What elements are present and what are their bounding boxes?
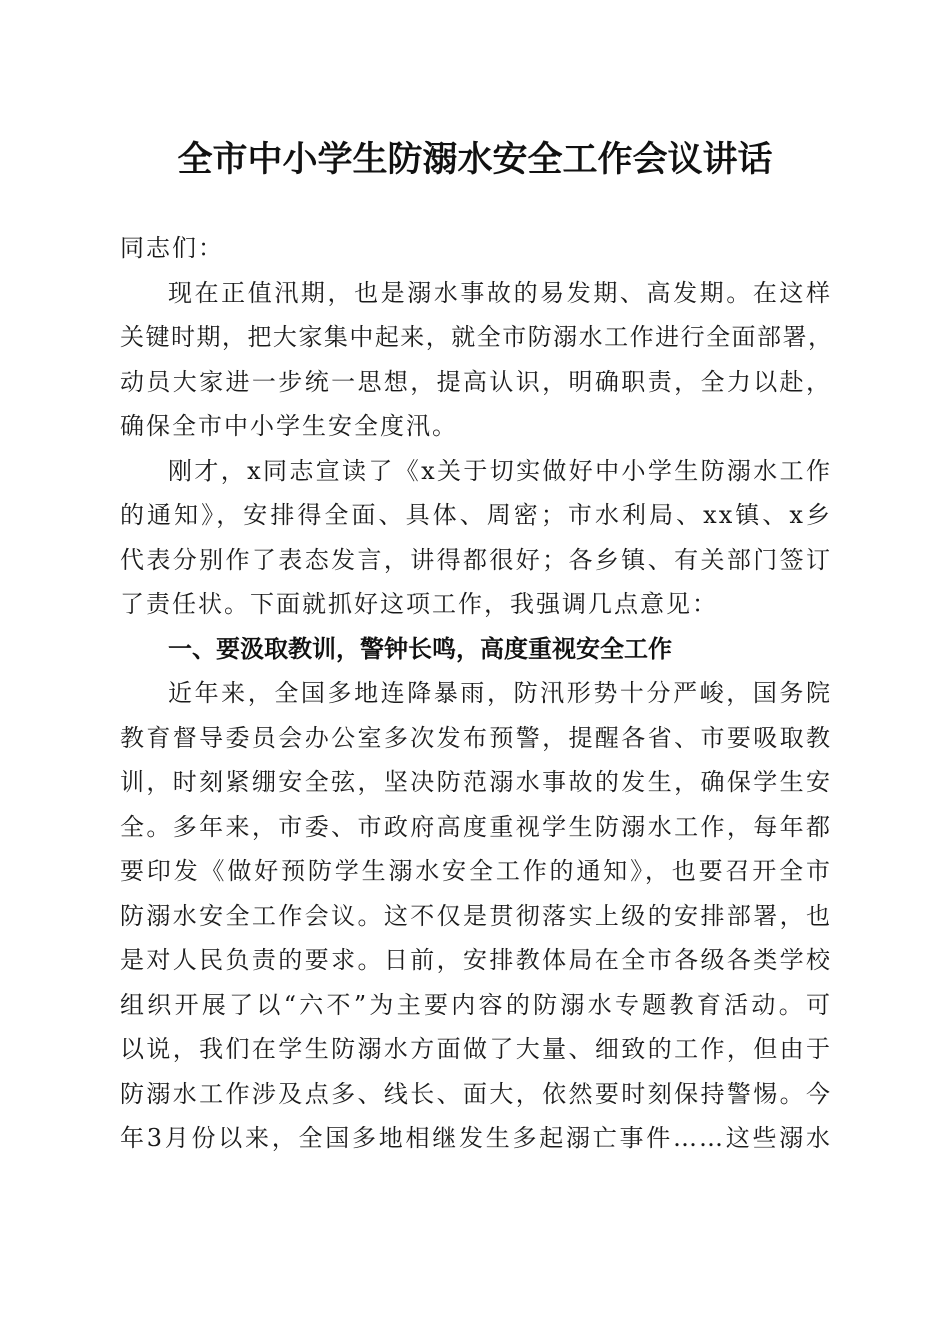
paragraph-3-line: 要印发《做好预防学生溺水安全工作的通知》，也要召开全市	[120, 857, 832, 885]
paragraph-3-line: 是对人民负责的要求。日前，安排教体局在全市各级各类学校	[120, 946, 832, 974]
paragraph-2-line: 的通知》，安排得全面、具体、周密；市水利局、xx镇、x乡	[120, 501, 832, 529]
paragraph-1-line: 现在正值汛期，也是溺水事故的易发期、高发期。在这样	[168, 278, 832, 307]
paragraph-2-line: 了责任状。下面就抓好这项工作，我强调几点意见：	[120, 590, 718, 618]
paragraph-3-line: 训，时刻紧绷安全弦，坚决防范溺水事故的发生，确保学生安	[120, 768, 832, 796]
paragraph-3-line: 防溺水工作涉及点多、线长、面大，依然要时刻保持警惕。今	[120, 1079, 832, 1108]
paragraph-1-line: 关键时期，把大家集中起来，就全市防溺水工作进行全面部署，	[120, 323, 832, 351]
paragraph-3-line: 组织开展了以“六不”为主要内容的防溺水专题教育活动。可	[120, 990, 832, 1019]
paragraph-3-line: 防溺水安全工作会议。这不仅是贯彻落实上级的安排部署，也	[120, 901, 832, 930]
paragraph-1-line: 动员大家进一步统一思想，提高认识，明确职责，全力以赴，	[120, 367, 832, 396]
paragraph-1-line: 确保全市中小学生安全度汛。	[120, 412, 458, 440]
paragraph-3-line: 年3月份以来，全国多地相继发生多起溺亡事件……这些溺水	[120, 1124, 832, 1152]
paragraph-3-line: 教育督导委员会办公室多次发布预警，提醒各省、市要吸取教	[120, 723, 832, 752]
paragraph-2-line: 代表分别作了表态发言，讲得都很好；各乡镇、有关部门签订	[120, 545, 832, 574]
salutation: 同志们：	[120, 234, 224, 262]
paragraph-2-line: 刚才，x同志宣读了《x关于切实做好中小学生防溺水工作	[168, 456, 832, 485]
document-body	[120, 226, 832, 1161]
section-heading: 一、要汲取教训，警钟长鸣，高度重视安全工作	[168, 634, 672, 663]
document-title: 全市中小学生防溺水安全工作会议讲话	[177, 139, 773, 180]
paragraph-3-line: 全。多年来，市委、市政府高度重视学生防溺水工作，每年都	[120, 812, 832, 841]
paragraph-3-line: 以说，我们在学生防溺水方面做了大量、细致的工作，但由于	[120, 1035, 832, 1063]
paragraph-3-line: 近年来，全国多地连降暴雨，防汛形势十分严峻，国务院	[168, 679, 832, 707]
